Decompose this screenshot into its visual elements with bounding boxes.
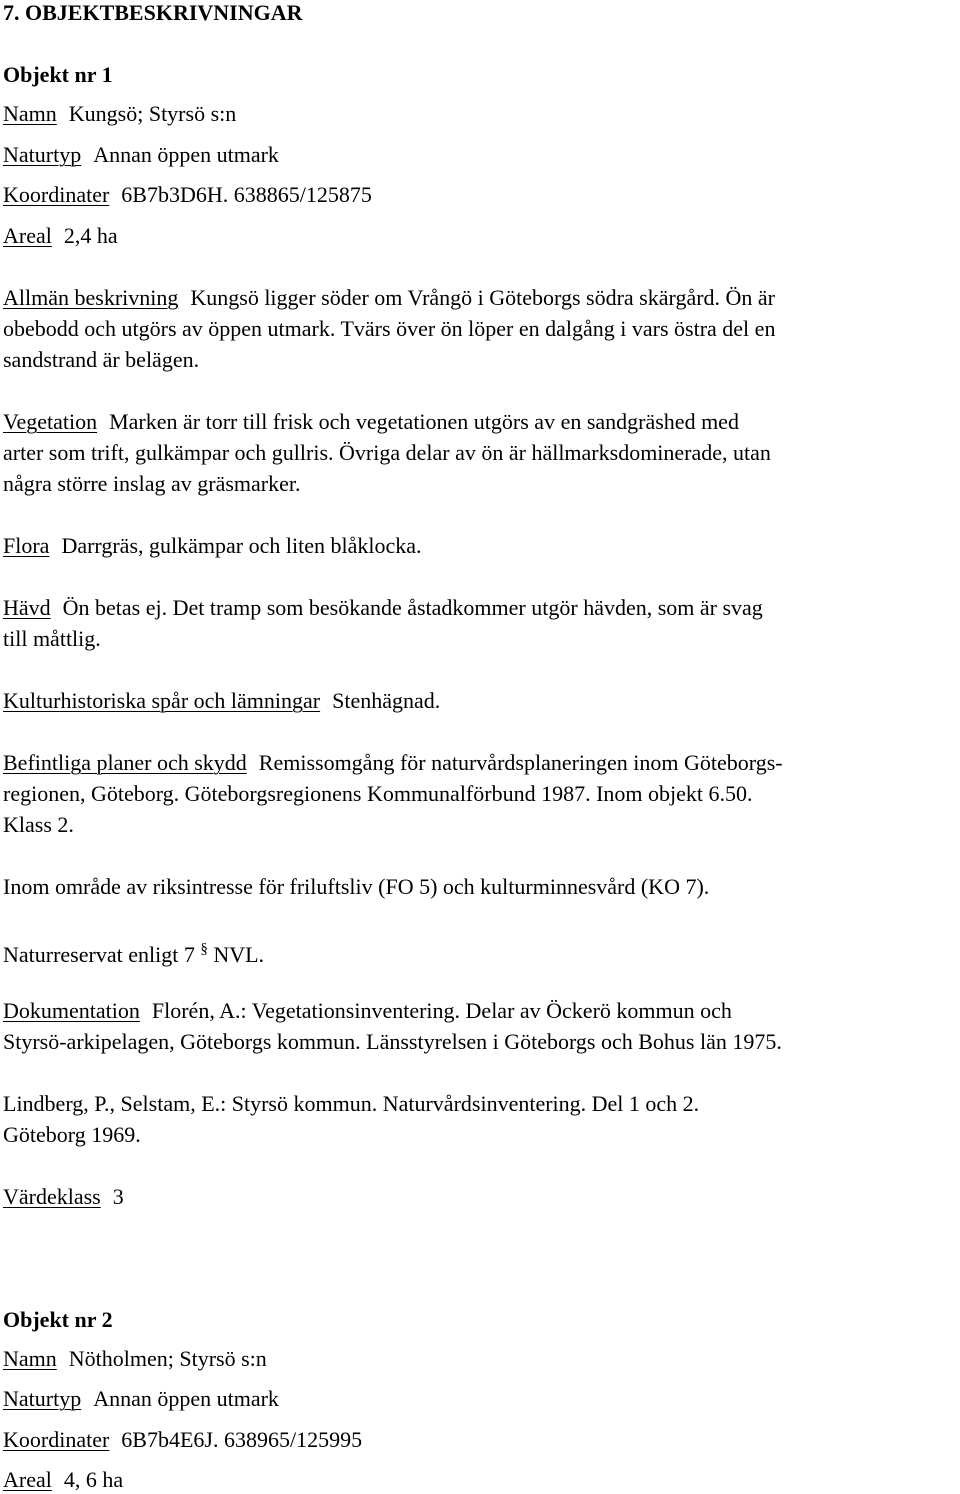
field-value: Annan öppen utmark — [93, 1386, 279, 1411]
naturreservat — [3, 936, 265, 967]
paragraph-line: Styrsö-arkipelagen, Göteborgs kommun. Länsstyrelsen i Göteborgs och Bohus län 1975. — [3, 1029, 782, 1054]
paragraph-line: Ön betas ej. Det tramp som besökande åstadkommer utgör hävden, som är svag — [62, 595, 763, 620]
field-value: Kungsö; Styrsö s:n — [68, 101, 237, 126]
paragraph-line: Göteborg 1969. — [3, 1122, 141, 1147]
field-value: Nötholmen; Styrsö s:n — [68, 1346, 267, 1371]
field-label: Flora — [3, 533, 50, 558]
paragraph-line: Marken är torr till frisk och vegetationen utgörs av en sandgräshed med — [109, 409, 739, 434]
field-label: Kulturhistoriska spår och lämningar — [3, 688, 321, 713]
paragraph-line: Remissomgång för naturvårdsplaneringen inom Göteborgs- — [258, 750, 783, 775]
paragraph-sign: § — [200, 941, 208, 957]
field-value: 6B7b3D6H. 638865/125875 — [121, 182, 372, 207]
flora — [3, 533, 421, 559]
field-namn — [3, 101, 236, 127]
field-value: Annan öppen utmark — [93, 142, 279, 167]
field-value: Stenhägnad. — [332, 688, 441, 713]
field-label: Namn — [3, 1346, 57, 1371]
field-label: Värdeklass — [3, 1184, 101, 1209]
paragraph-line: Lindberg, P., Selstam, E.: Styrsö kommun. Naturvårdsinventering. Del 1 och 2. — [3, 1091, 700, 1116]
riksintresse: Inom område av riksintresse för friluftsliv (FO 5) och kulturminnesvård (KO 7). — [3, 874, 710, 899]
field-label: Koordinater — [3, 182, 110, 207]
field-value: 6B7b4E6J. 638965/125995 — [121, 1427, 363, 1452]
paragraph-line: regionen, Göteborg. Göteborgsregionens Kommunalförbund 1987. Inom objekt 6.50. — [3, 781, 753, 806]
paragraph-line: sandstrand är belägen. — [3, 347, 200, 372]
field-value: Darrgräs, gulkämpar och liten blåklocka. — [61, 533, 422, 558]
field-label: Befintliga planer och skydd — [3, 750, 247, 775]
kulturhistoriska — [3, 688, 440, 714]
field-areal — [3, 1467, 123, 1493]
field-label: Naturtyp — [3, 142, 82, 167]
paragraph-text: NVL. — [213, 942, 265, 967]
paragraph-text: Naturreservat enligt 7 — [3, 942, 195, 967]
section-title: 7. OBJEKTBESKRIVNINGAR — [3, 0, 303, 25]
field-label: Namn — [3, 101, 57, 126]
field-label: Dokumentation — [3, 998, 140, 1023]
field-koordinater — [3, 182, 372, 208]
field-value: 4, 6 ha — [63, 1467, 124, 1492]
field-label: Vegetation — [3, 409, 98, 434]
field-naturtyp — [3, 142, 279, 168]
field-value: 3 — [112, 1184, 124, 1209]
vardeklass — [3, 1184, 124, 1210]
field-label: Hävd — [3, 595, 51, 620]
paragraph-line: till måttlig. — [3, 626, 101, 651]
paragraph-line: arter som trift, gulkämpar och gullris. Övriga delar av ön är hällmarksdominerade, utan — [3, 440, 771, 465]
havd — [3, 595, 763, 621]
field-label: Areal — [3, 223, 52, 248]
vegetation — [3, 409, 739, 435]
befintliga-planer — [3, 750, 783, 776]
paragraph-line: Kungsö ligger söder om Vrångö i Göteborgs södra skärgård. Ön är — [190, 285, 776, 310]
field-label: Koordinater — [3, 1427, 110, 1452]
allman-beskrivning — [3, 285, 775, 311]
paragraph-line: Florén, A.: Vegetationsinventering. Delar av Öckerö kommun och — [151, 998, 732, 1023]
field-label: Naturtyp — [3, 1386, 82, 1411]
paragraph-line: obebodd och utgörs av öppen utmark. Tvärs över ön löper en dalgång i vars östra del en — [3, 316, 776, 341]
field-koordinater — [3, 1427, 362, 1453]
field-namn — [3, 1346, 267, 1372]
field-value: 2,4 ha — [63, 223, 118, 248]
field-naturtyp — [3, 1386, 279, 1412]
object-heading: Objekt nr 1 — [3, 62, 113, 87]
paragraph-line: Klass 2. — [3, 812, 74, 837]
dokumentation — [3, 998, 732, 1024]
field-label: Allmän beskrivning — [3, 285, 179, 310]
field-areal — [3, 223, 118, 249]
object-heading: Objekt nr 2 — [3, 1307, 113, 1332]
paragraph-line: några större inslag av gräsmarker. — [3, 471, 301, 496]
field-label: Areal — [3, 1467, 52, 1492]
